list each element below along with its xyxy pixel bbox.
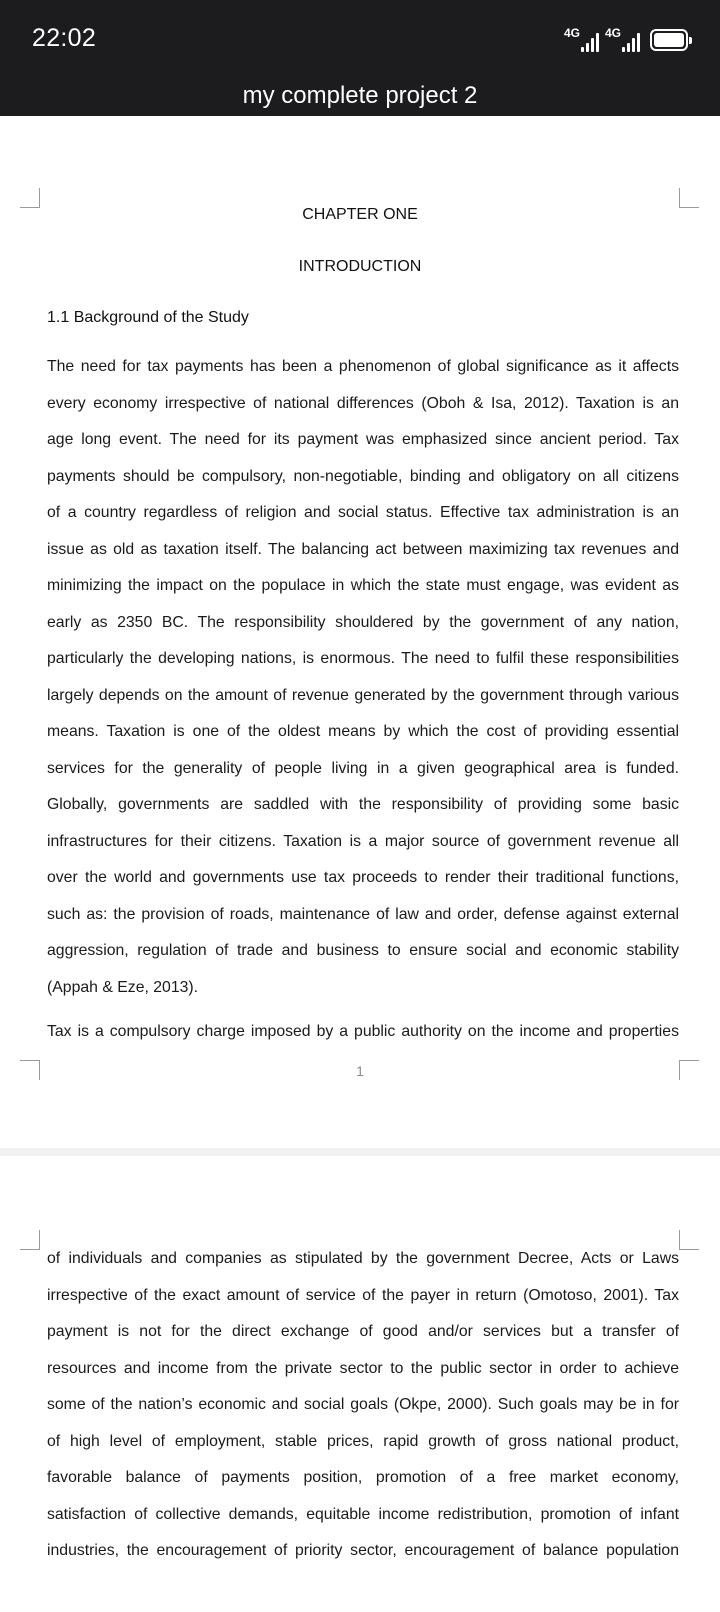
paragraph-2 — [47, 1014, 679, 1051]
text-line: early as 2350 BC. The responsibility shouldered by the government of any nation, — [47, 613, 679, 631]
text-line: such as: the provision of roads, maintenance of law and order, defense against external — [47, 905, 679, 923]
text-line: of high level of employment, stable prices, rapid growth of gross national product, — [47, 1432, 679, 1450]
text-line: industries, the encouragement of priority sector, encouragement of balance population — [47, 1542, 679, 1559]
text-line: Globally, governments are saddled with the responsibility of providing some basic — [47, 796, 679, 813]
text-line: of a country regardless of religion and social status. Effective tax administration is an — [47, 504, 679, 521]
document-page-1[interactable] — [0, 116, 720, 1148]
page-corner-mark — [679, 1230, 699, 1250]
text-line: (Appah & Eze, 2013). — [47, 978, 199, 996]
text-line: The need for tax payments has been a phenomenon of global significance as it affects — [47, 358, 679, 375]
text-line: Tax is a compulsory charge imposed by a public authority on the income and properties — [47, 1023, 679, 1040]
paragraph-1 — [47, 349, 679, 1006]
text-line: payment is not for the direct exchange of good and/or services but a transfer of — [47, 1323, 679, 1340]
text-line: infrastructures for their citizens. Taxation is a major source of government revenue all — [47, 832, 679, 850]
text-line: issue as old as taxation itself. The balancing act between maximizing tax revenues and — [47, 540, 679, 558]
cellular-signal-2 — [605, 26, 640, 52]
status-bar — [0, 0, 720, 80]
text-line: irrespective of the exact amount of service of the payer in return (Omotoso, 2001). Tax — [47, 1286, 679, 1304]
status-icons — [564, 26, 688, 52]
signal-bars-icon — [581, 32, 599, 52]
network-type-label-1: 4G — [563, 26, 580, 40]
subsection-heading: 1.1 Background of the Study — [47, 309, 249, 326]
document-title[interactable]: my complete project 2 — [242, 82, 478, 109]
chapter-heading: CHAPTER ONE — [302, 206, 418, 223]
signal-bars-icon — [622, 32, 640, 52]
cellular-signal-1 — [564, 26, 599, 52]
document-viewport[interactable] — [0, 116, 720, 1612]
text-line: favorable balance of payments position, promotion of a free market economy, — [47, 1469, 679, 1486]
page-corner-mark — [20, 188, 40, 208]
paragraph-2-continued — [47, 1241, 679, 1570]
text-line: age long event. The need for its payment was emphasized since ancient period. Tax — [47, 431, 679, 448]
text-line: aggression, regulation of trade and business to ensure social and economic stability — [47, 942, 679, 959]
page-corner-mark — [679, 188, 699, 208]
document-title-bar[interactable] — [0, 80, 720, 116]
text-line: satisfaction of collective demands, equitable income redistribution, promotion of infant — [47, 1505, 679, 1523]
page-separator — [0, 1148, 720, 1156]
battery-full-icon — [650, 29, 688, 51]
text-line: means. Taxation is one of the oldest means by which the cost of providing essential — [47, 723, 679, 740]
text-line: minimizing the impact on the populace in which the state must engage, was evident as — [47, 577, 679, 594]
text-line: particularly the developing nations, is enormous. The need to fulfil these responsibilities — [47, 650, 679, 667]
text-line: services for the generality of people living in a given geographical area is funded. — [47, 759, 679, 777]
text-line: over the world and governments use tax proceeds to render their traditional functions, — [47, 869, 679, 886]
page-number: 1 — [356, 1063, 364, 1079]
page-corner-mark — [20, 1230, 40, 1250]
clock: 22:02 — [32, 24, 97, 52]
text-line: payments should be compulsory, non-negotiable, binding and obligatory on all citizens — [47, 467, 679, 485]
text-line: some of the nation’s economic and social goals (Okpe, 2000). Such goals may be in for — [47, 1396, 679, 1413]
network-type-label-2: 4G — [604, 26, 621, 40]
section-heading: INTRODUCTION — [298, 258, 422, 275]
text-line: every economy irrespective of national differences (Oboh & Isa, 2012). Taxation is an — [47, 394, 679, 412]
document-page-2[interactable] — [0, 1156, 720, 1612]
text-line: resources and income from the private sector to the public sector in order to achieve — [47, 1359, 679, 1377]
text-line: of individuals and companies as stipulated by the government Decree, Acts or Laws — [47, 1250, 679, 1267]
text-line: largely depends on the amount of revenue generated by the government through various — [47, 686, 679, 704]
